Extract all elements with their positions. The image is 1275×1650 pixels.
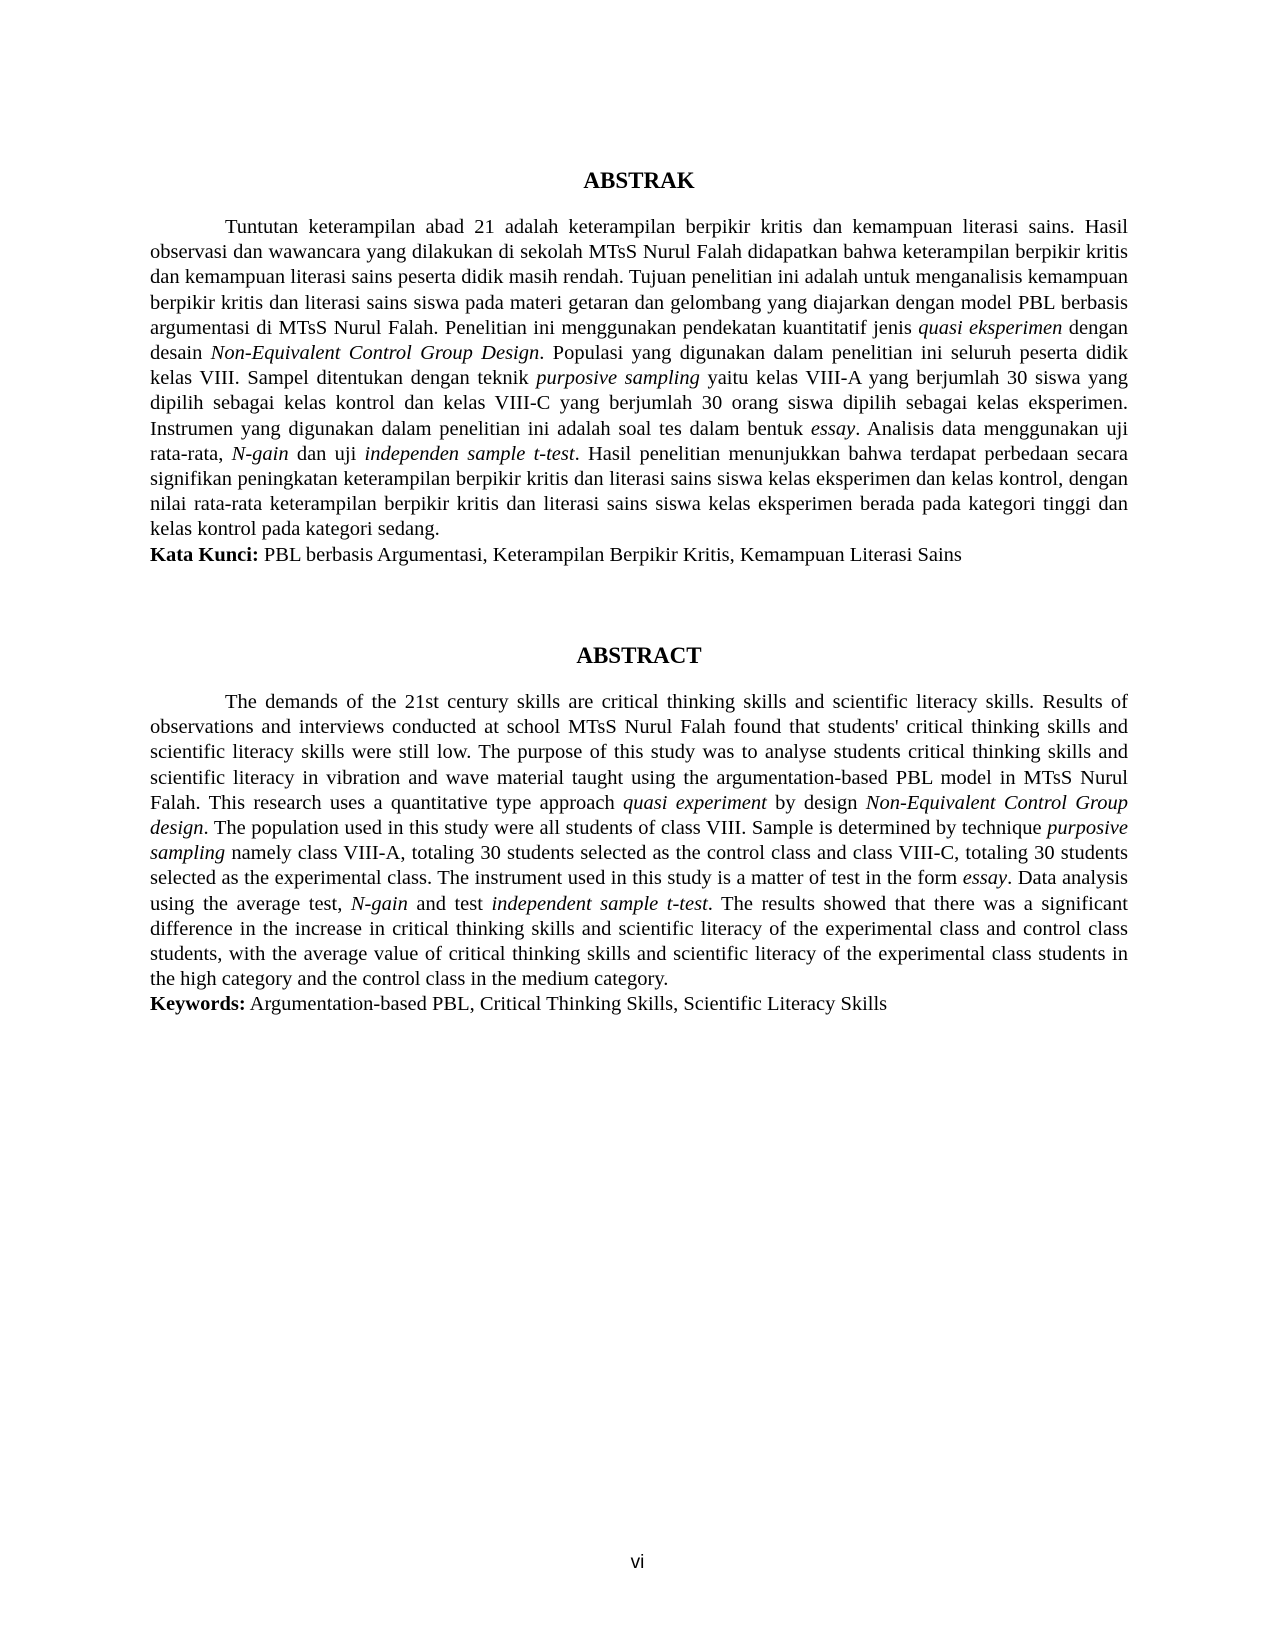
abstrak-paragraph [150, 215, 1128, 543]
italic-term: Non-Equivalent Control Group Design [210, 342, 540, 365]
abstract-keywords-label: Keywords: [150, 993, 246, 1016]
text-run: . Hasil penelitian menunjukkan bahwa terdapat perbedaan secara signifikan peningkatan keterampilan berpikir kritis dan literasi sains siswa kelas eksperimen dan kelas kontrol, dengan nilai rata-rata keterampilan berpikir kritis dan literasi sains siswa kelas eksperimen berada pada kategori tinggi dan kelas kontrol pada kategori sedang. [150, 442, 1128, 541]
text-run: dengan desain [150, 316, 1128, 365]
abstrak-heading: ABSTRAK [583, 168, 695, 193]
abstract-section [150, 641, 1128, 1018]
italic-term: independen sample t-test [364, 442, 575, 465]
text-run: dan uji [288, 442, 365, 465]
page-number: vi [630, 1552, 645, 1573]
italic-term: purposive sampling [150, 817, 1128, 865]
italic-term: Non-Equivalent Control Group design [150, 791, 1128, 840]
abstract-heading: ABSTRACT [576, 643, 702, 668]
italic-term: essay [810, 417, 856, 440]
text-run: yaitu kelas VIII-A yang berjumlah 30 siswa yang dipilih sebagai kelas kontrol dan kelas VIII-C yang berjumlah 30 orang siswa dipilih sebagai kelas eksperimen. Instrumen yang digunakan dalam penelitian ini adalah soal tes dalam bentuk [150, 367, 1129, 440]
italic-term: purposive sampling [536, 367, 700, 390]
text-run: . Data analysis using the average test, [150, 867, 1128, 915]
text-run: Tuntutan keterampilan abad 21 adalah keterampilan berpikir kritis dan kemampuan literasi sains. Hasil observasi dan wawancara yang dilakukan di sekolah MTsS Nurul Falah didapatkan bahwa keterampilan berpikir kritis dan kemampuan literasi sains peserta didik masih rendah. Tujuan penelitian ini adalah untuk menganalisis kemampuan berpikir kritis dan literasi sains siswa pada materi getaran dan gelombang yang diajarkan dengan model PBL berbasis argumentasi di MTsS Nurul Falah. Penelitian ini menggunakan pendekatan kuantitatif jenis [150, 216, 1128, 339]
italic-term: essay [962, 867, 1008, 890]
abstrak-keywords [150, 543, 1128, 568]
text-run: by design [766, 791, 866, 814]
abstrak-keywords-text: PBL berbasis Argumentasi, Keterampilan Berpikir Kritis, Kemampuan Literasi Sains [258, 543, 962, 566]
italic-term: quasi experiment [623, 791, 767, 814]
text-run: namely class VIII-A, totaling 30 students selected as the control class and class VIII-C, totaling 30 students selected as the experimental class. The instrument used in this study is a matter of test in the form [150, 842, 1128, 890]
text-run: . Analisis data menggunakan uji rata-rata, [150, 417, 1129, 465]
text-run: . Populasi yang digunakan dalam penelitian ini seluruh peserta didik kelas VIII. Sampel ditentukan dengan teknik [150, 342, 1128, 390]
text-run: The demands of the 21st century skills are critical thinking skills and scientific literacy skills. Results of observations and interviews conducted at school MTsS Nurul Falah found that students' critical thinking skills and scientific literacy skills were still low. The purpose of this study was to analyse students critical thinking skills and scientific literacy in vibration and wave material taught using the argumentation-based PBL model in MTsS Nurul Falah. This research uses a quantitative type approach [150, 691, 1128, 814]
text-run: . The population used in this study were all students of class VIII. Sample is determined by technique [203, 817, 1048, 840]
abstract-keywords [150, 992, 1128, 1017]
abstrak-keywords-label: Kata Kunci: [150, 543, 259, 566]
italic-term: N-gain [350, 892, 408, 915]
italic-term: independent sample t-test [491, 892, 708, 915]
italic-term: N-gain [231, 442, 289, 465]
abstract-keywords-text: Argumentation-based PBL, Critical Thinking Skills, Scientific Literacy Skills [245, 993, 888, 1016]
abstrak-section [150, 166, 1128, 568]
text-run: and test [407, 892, 492, 915]
text-run: . The results showed that there was a significant difference in the increase in critical thinking skills and scientific literacy of the experimental class and control class students, with the average value of critical thinking skills and scientific literacy of the experimental class students in the high category and the control class in the medium category. [150, 892, 1128, 991]
abstract-paragraph [150, 690, 1128, 992]
italic-term: quasi eksperimen [918, 316, 1063, 339]
